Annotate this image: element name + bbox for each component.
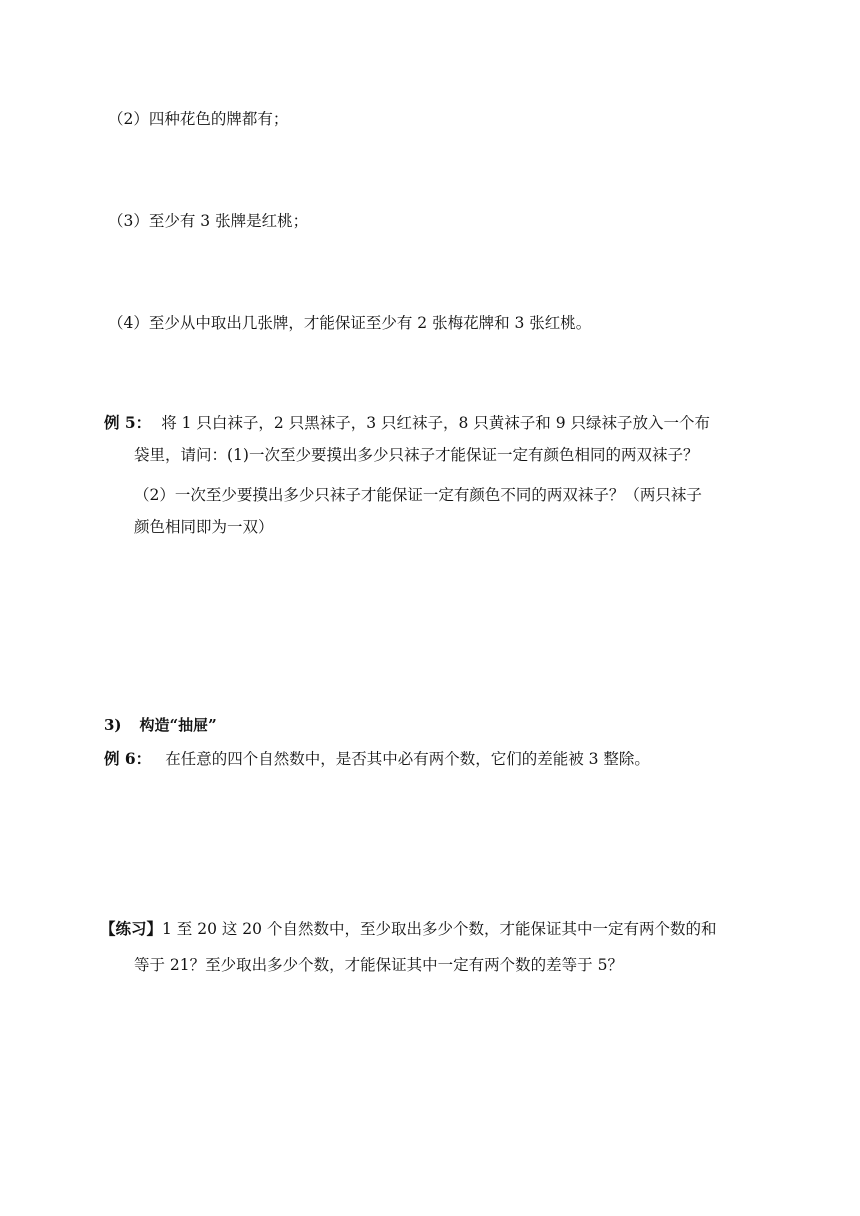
- practice-line-1: 1 至 20 这 20 个自然数中，至少取出多少个数，才能保证其中一定有两个数的和: [162, 920, 717, 938]
- section-3-heading: [104, 714, 217, 736]
- practice-first-line: [100, 918, 716, 940]
- example-6-label: 例 6：: [104, 749, 152, 768]
- example-6-line: [104, 748, 650, 770]
- practice-line-2: 等于 21？至少取出多少个数，才能保证其中一定有两个数的差等于 5？: [134, 956, 623, 974]
- section-3-number: 3): [104, 716, 122, 734]
- question-part-2: （2）四种花色的牌都有；: [108, 110, 289, 128]
- section-3-title: 构造“抽屉”: [139, 716, 217, 734]
- example-5-line-3: （2）一次至少要摸出多少只袜子才能保证一定有颜色不同的两双袜子？（两只袜子: [134, 486, 702, 504]
- example-5-line-4: 颜色相同即为一双）: [134, 518, 274, 536]
- practice-label: 【练习】: [100, 919, 163, 938]
- question-part-3: （3）至少有 3 张牌是红桃；: [108, 212, 309, 230]
- example-5-first-line: [104, 412, 710, 434]
- example-5-line-1: 将 1 只白袜子，2 只黑袜子，3 只红袜子，8 只黄袜子和 9 只绿袜子放入一个布: [161, 414, 710, 432]
- example-5-line-2: 袋里，请问：(1)一次至少要摸出多少只袜子才能保证一定有颜色相同的两双袜子？: [134, 446, 699, 464]
- question-part-4: （4）至少从中取出几张牌，才能保证至少有 2 张梅花牌和 3 张红桃。: [108, 314, 592, 332]
- example-5-label: 例 5：: [104, 413, 152, 432]
- example-6-text: 在任意的四个自然数中，是否其中必有两个数，它们的差能被 3 整除。: [165, 750, 650, 768]
